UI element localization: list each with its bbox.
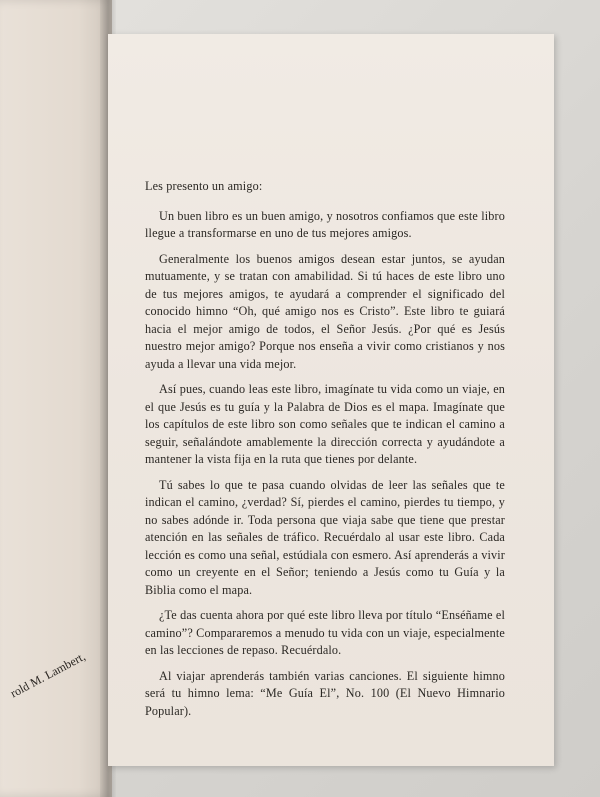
paragraph: Al viajar aprenderás también varias canciones. El siguiente himno será tu himno lema: “Me Guía El”, No. 100 (El Nuevo Himnario Popular). xyxy=(145,668,505,718)
left-page-credit: rold M. Lambert, xyxy=(8,649,88,701)
paragraph: Un buen libro es un buen amigo, y nosotros confiamos que este libro llegue a transformarse en uno de tus mejores amigos. xyxy=(145,208,505,240)
paragraph: Tú sabes lo que te pasa cuando olvidas de leer las señales que te indican el camino, ¿verdad? Sí, pierdes el camino, pierdes tu tiempo, y no sabes adónde ir. Toda persona que viaja sabe que tiene que prestar atención en las señales de tráfico. Recuérdalo al usar este libro. Cada lección es como una señal, estúdiala con esmero. Así aprenderás a vivir como un creyente en el Señor; teniendo a Jesús como tu Guía y la Biblia como el mapa. xyxy=(145,477,505,597)
greeting: Les presento un amigo: xyxy=(145,179,263,193)
left-page xyxy=(0,0,112,797)
paragraph: Generalmente los buenos amigos desean estar juntos, se ayudan mutuamente, y se tratan con amabilidad. Si tú haces de este libro uno de tus mejores amigos, te ayudará a comprender el significado del conocido himno “Oh, qué amigo nos es Cristo”. Este libro te guiará hacia el mejor amigo de todos, el Señor Jesús. ¿Por qué es Jesús nuestro mejor amigo? Porque nos enseña a vivir como cristianos y nos ayuda a llevar una vida mejor. xyxy=(145,251,505,371)
paragraph: ¿Te das cuenta ahora por qué este libro lleva por título “Enséñame el camino”? Compararemos a menudo tu vida con un viaje, especialmente en las lecciones de repaso. Recuérdalo. xyxy=(145,608,505,657)
paragraph: Así pues, cuando leas este libro, imagínate tu vida como un viaje, en el que Jesús es tu guía y la Palabra de Dios es el mapa. Imagínate que los capítulos de este libro son como señales que te indican el camino a seguir, señalándote amablemente la dirección correcta y ayudándote a mantener la vista fija en la ruta que tienes por delante. xyxy=(145,382,505,466)
page-text xyxy=(145,178,505,728)
